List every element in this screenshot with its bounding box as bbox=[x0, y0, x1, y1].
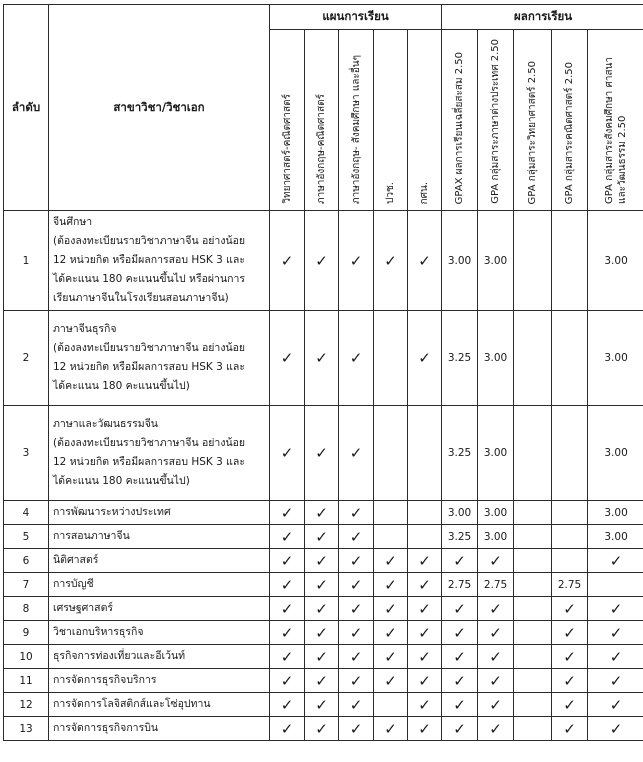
check-icon: ✓ bbox=[315, 527, 328, 546]
row-number: 9 bbox=[4, 621, 49, 645]
result-check-cell: ✓ bbox=[442, 717, 478, 741]
check-icon: ✓ bbox=[349, 527, 363, 546]
result-gpa-cell bbox=[514, 311, 552, 406]
plan-cell bbox=[408, 717, 442, 741]
header-major: สาขาวิชา/วิชาเอก bbox=[49, 5, 270, 211]
header-result-label: GPA กลุ่มสาระคณิตศาสตร์ 2.50 bbox=[564, 61, 576, 204]
header-plan-eng-social bbox=[339, 30, 374, 211]
header-plan-nfe bbox=[408, 30, 442, 211]
plan-cell bbox=[270, 645, 305, 669]
criteria-table bbox=[3, 4, 643, 741]
table-row bbox=[4, 717, 643, 741]
admission-criteria-document bbox=[3, 4, 643, 741]
check-icon: ✓ bbox=[280, 503, 294, 522]
plan-cell bbox=[374, 211, 408, 311]
result-gpa-cell: 3.00 bbox=[588, 525, 643, 549]
result-check-cell: ✓ bbox=[588, 597, 643, 621]
result-check-cell: ✓ bbox=[478, 717, 514, 741]
result-check-cell: ✓ bbox=[478, 549, 514, 573]
result-check-cell: ✓ bbox=[552, 645, 588, 669]
result-gpa-cell: 3.00 bbox=[442, 501, 478, 525]
major-name: ภาษาและวัฒนธรรมจีน (ต้องลงทะเบียนรายวิชาภาษาจีน อย่างน้อย 12 หน่วยกิต หรือมีผลการสอบ HSK 3 และ ได้คะแนน 180 คะแนนขึ้นไป) bbox=[49, 406, 270, 501]
table-row bbox=[4, 669, 643, 693]
plan-cell bbox=[305, 211, 339, 311]
row-number: 3 bbox=[4, 406, 49, 501]
check-icon: ✓ bbox=[418, 251, 431, 270]
plan-cell bbox=[408, 549, 442, 573]
major-name: การพัฒนาระหว่างประเทศ bbox=[49, 501, 270, 525]
plan-cell bbox=[374, 645, 408, 669]
plan-cell bbox=[339, 717, 374, 741]
table-row bbox=[4, 549, 643, 573]
table-row bbox=[4, 693, 643, 717]
result-check-cell: ✓ bbox=[442, 597, 478, 621]
check-icon: ✓ bbox=[280, 349, 294, 367]
result-gpa-cell bbox=[514, 211, 552, 311]
check-icon: ✓ bbox=[315, 349, 328, 367]
table-row bbox=[4, 573, 643, 597]
check-icon: ✓ bbox=[418, 671, 431, 690]
result-gpa-cell: 3.00 bbox=[588, 406, 643, 501]
result-check-cell: ✓ bbox=[588, 669, 643, 693]
result-check-cell: ✓ bbox=[588, 621, 643, 645]
table-row bbox=[4, 597, 643, 621]
check-icon: ✓ bbox=[315, 671, 328, 690]
major-name: เศรษฐศาสตร์ bbox=[49, 597, 270, 621]
row-number: 11 bbox=[4, 669, 49, 693]
result-gpa-cell bbox=[514, 645, 552, 669]
plan-cell bbox=[270, 597, 305, 621]
result-gpa-cell bbox=[514, 406, 552, 501]
check-icon: ✓ bbox=[315, 251, 328, 270]
result-check-cell: ✓ bbox=[552, 717, 588, 741]
check-icon: ✓ bbox=[280, 575, 294, 594]
result-gpa-cell bbox=[514, 549, 552, 573]
table-row bbox=[4, 621, 643, 645]
check-icon: ✓ bbox=[384, 647, 397, 666]
check-icon: ✓ bbox=[280, 719, 294, 738]
result-check-cell: ✓ bbox=[552, 669, 588, 693]
check-icon: ✓ bbox=[315, 647, 328, 666]
plan-cell bbox=[408, 311, 442, 406]
header-result-gpax bbox=[442, 30, 478, 211]
plan-cell bbox=[270, 669, 305, 693]
check-icon: ✓ bbox=[280, 671, 294, 690]
plan-cell bbox=[374, 501, 408, 525]
check-icon: ✓ bbox=[280, 444, 294, 462]
result-gpa-cell bbox=[552, 549, 588, 573]
major-name: วิชาเอกบริหารธุรกิจ bbox=[49, 621, 270, 645]
plan-cell bbox=[270, 621, 305, 645]
plan-cell bbox=[374, 717, 408, 741]
row-number: 2 bbox=[4, 311, 49, 406]
plan-cell bbox=[339, 693, 374, 717]
header-no: ลำดับ bbox=[4, 5, 49, 211]
plan-cell bbox=[270, 549, 305, 573]
result-gpa-cell bbox=[514, 573, 552, 597]
check-icon: ✓ bbox=[280, 623, 294, 642]
plan-cell bbox=[374, 525, 408, 549]
result-check-cell: ✓ bbox=[552, 621, 588, 645]
plan-cell bbox=[305, 597, 339, 621]
check-icon: ✓ bbox=[280, 251, 294, 270]
check-icon: ✓ bbox=[349, 575, 363, 594]
result-gpa-cell bbox=[514, 597, 552, 621]
result-gpa-cell bbox=[552, 211, 588, 311]
check-icon: ✓ bbox=[280, 695, 294, 714]
check-icon: ✓ bbox=[349, 503, 363, 522]
check-icon: ✓ bbox=[349, 623, 363, 642]
result-gpa-cell: 2.75 bbox=[478, 573, 514, 597]
result-gpa-cell bbox=[552, 311, 588, 406]
row-number: 8 bbox=[4, 597, 49, 621]
check-icon: ✓ bbox=[418, 695, 431, 714]
check-icon: ✓ bbox=[280, 599, 294, 618]
plan-cell bbox=[408, 693, 442, 717]
plan-cell bbox=[305, 525, 339, 549]
plan-cell bbox=[270, 211, 305, 311]
plan-cell bbox=[408, 621, 442, 645]
header-result-label: GPA กลุ่มสาระสังคมศึกษา ศาสนา และวัฒนธรรม 2.50 bbox=[604, 57, 629, 204]
plan-cell bbox=[339, 406, 374, 501]
plan-cell bbox=[339, 549, 374, 573]
result-check-cell: ✓ bbox=[478, 693, 514, 717]
plan-cell bbox=[408, 525, 442, 549]
check-icon: ✓ bbox=[349, 349, 363, 367]
plan-cell bbox=[408, 669, 442, 693]
check-icon: ✓ bbox=[349, 551, 363, 570]
row-number: 1 bbox=[4, 211, 49, 311]
header-result-math bbox=[552, 30, 588, 211]
result-gpa-cell bbox=[514, 525, 552, 549]
result-gpa-cell: 3.00 bbox=[478, 525, 514, 549]
check-icon: ✓ bbox=[315, 444, 328, 462]
check-icon: ✓ bbox=[349, 719, 363, 738]
plan-cell bbox=[270, 693, 305, 717]
check-icon: ✓ bbox=[384, 575, 397, 594]
result-gpa-cell bbox=[552, 525, 588, 549]
plan-cell bbox=[374, 311, 408, 406]
result-gpa-cell bbox=[514, 717, 552, 741]
header-plan-sci-math bbox=[270, 30, 305, 211]
result-gpa-cell: 3.00 bbox=[478, 501, 514, 525]
check-icon: ✓ bbox=[418, 599, 431, 618]
header-plan-label: ปวช. bbox=[385, 182, 396, 204]
plan-cell bbox=[305, 549, 339, 573]
result-gpa-cell bbox=[514, 693, 552, 717]
header-plan-label: กศน. bbox=[419, 181, 431, 204]
plan-cell bbox=[408, 211, 442, 311]
plan-cell bbox=[305, 311, 339, 406]
check-icon: ✓ bbox=[280, 527, 294, 546]
result-gpa-cell bbox=[514, 621, 552, 645]
result-check-cell: ✓ bbox=[552, 597, 588, 621]
result-check-cell: ✓ bbox=[478, 645, 514, 669]
table-row bbox=[4, 311, 643, 406]
result-gpa-cell: 2.75 bbox=[552, 573, 588, 597]
plan-cell bbox=[339, 645, 374, 669]
plan-cell bbox=[305, 693, 339, 717]
plan-cell bbox=[374, 406, 408, 501]
check-icon: ✓ bbox=[349, 695, 363, 714]
result-check-cell: ✓ bbox=[442, 645, 478, 669]
plan-cell bbox=[339, 311, 374, 406]
check-icon: ✓ bbox=[384, 251, 397, 270]
check-icon: ✓ bbox=[315, 599, 328, 618]
plan-cell bbox=[305, 645, 339, 669]
row-number: 13 bbox=[4, 717, 49, 741]
major-name: ภาษาจีนธุรกิจ (ต้องลงทะเบียนรายวิชาภาษาจีน อย่างน้อย 12 หน่วยกิต หรือมีผลการสอบ HSK 3 และ ได้คะแนน 180 คะแนนขึ้นไป) bbox=[49, 311, 270, 406]
criteria-table-body bbox=[4, 211, 643, 741]
check-icon: ✓ bbox=[418, 551, 431, 570]
plan-cell bbox=[339, 211, 374, 311]
result-check-cell: ✓ bbox=[588, 645, 643, 669]
table-row bbox=[4, 211, 643, 311]
check-icon: ✓ bbox=[349, 444, 363, 462]
check-icon: ✓ bbox=[280, 647, 294, 666]
plan-cell bbox=[374, 573, 408, 597]
plan-cell bbox=[408, 597, 442, 621]
plan-cell bbox=[339, 573, 374, 597]
check-icon: ✓ bbox=[315, 623, 328, 642]
plan-cell bbox=[408, 573, 442, 597]
check-icon: ✓ bbox=[349, 647, 363, 666]
plan-cell bbox=[270, 501, 305, 525]
result-check-cell: ✓ bbox=[478, 597, 514, 621]
plan-cell bbox=[270, 573, 305, 597]
check-icon: ✓ bbox=[384, 719, 397, 738]
check-icon: ✓ bbox=[418, 647, 431, 666]
plan-cell bbox=[305, 717, 339, 741]
check-icon: ✓ bbox=[349, 251, 363, 270]
major-name: จีนศึกษา (ต้องลงทะเบียนรายวิชาภาษาจีน อย่างน้อย 12 หน่วยกิต หรือมีผลการสอบ HSK 3 และ ได้คะแนน 180 คะแนนขึ้นไป หรือผ่านการ เรียนภาษาจีนในโรงเรียนสอนภาษาจีน) bbox=[49, 211, 270, 311]
result-gpa-cell bbox=[514, 669, 552, 693]
plan-cell bbox=[270, 406, 305, 501]
major-name: ธุรกิจการท่องเที่ยวและอีเว้นท์ bbox=[49, 645, 270, 669]
check-icon: ✓ bbox=[315, 503, 328, 522]
result-gpa-cell bbox=[514, 501, 552, 525]
plan-cell bbox=[408, 645, 442, 669]
result-check-cell: ✓ bbox=[442, 549, 478, 573]
plan-cell bbox=[305, 406, 339, 501]
row-number: 5 bbox=[4, 525, 49, 549]
result-gpa-cell: 3.00 bbox=[588, 211, 643, 311]
result-gpa-cell bbox=[588, 573, 643, 597]
row-number: 10 bbox=[4, 645, 49, 669]
plan-cell bbox=[270, 525, 305, 549]
result-check-cell: ✓ bbox=[588, 717, 643, 741]
check-icon: ✓ bbox=[418, 623, 431, 642]
plan-cell bbox=[270, 311, 305, 406]
header-study-plan: แผนการเรียน bbox=[270, 5, 442, 30]
header-result-label: GPAX ผลการเรียนเฉลี่ยสะสม 2.50 bbox=[454, 51, 466, 204]
check-icon: ✓ bbox=[384, 599, 397, 618]
major-name: การจัดการโลจิสติกส์และโซ่อุปทาน bbox=[49, 693, 270, 717]
result-gpa-cell: 3.25 bbox=[442, 311, 478, 406]
result-gpa-cell: 3.00 bbox=[478, 406, 514, 501]
result-check-cell: ✓ bbox=[478, 621, 514, 645]
result-gpa-cell: 3.00 bbox=[478, 311, 514, 406]
result-gpa-cell: 3.25 bbox=[442, 525, 478, 549]
row-number: 12 bbox=[4, 693, 49, 717]
check-icon: ✓ bbox=[384, 623, 397, 642]
plan-cell bbox=[305, 621, 339, 645]
check-icon: ✓ bbox=[418, 719, 431, 738]
plan-cell bbox=[339, 621, 374, 645]
plan-cell bbox=[374, 597, 408, 621]
header-result-science bbox=[514, 30, 552, 211]
check-icon: ✓ bbox=[384, 671, 397, 690]
plan-cell bbox=[374, 549, 408, 573]
header-plan-label: วิทยาศาสตร์-คณิตศาสตร์ bbox=[281, 94, 293, 204]
plan-cell bbox=[305, 573, 339, 597]
plan-cell bbox=[339, 669, 374, 693]
check-icon: ✓ bbox=[315, 551, 328, 570]
plan-cell bbox=[374, 621, 408, 645]
check-icon: ✓ bbox=[315, 575, 328, 594]
plan-cell bbox=[305, 501, 339, 525]
result-gpa-cell bbox=[552, 501, 588, 525]
result-gpa-cell: 3.00 bbox=[588, 311, 643, 406]
header-plan-label: ภาษาอังกฤษ-คณิตศาสตร์ bbox=[316, 93, 327, 204]
result-gpa-cell: 3.00 bbox=[442, 211, 478, 311]
check-icon: ✓ bbox=[418, 349, 431, 367]
plan-cell bbox=[408, 406, 442, 501]
result-check-cell: ✓ bbox=[442, 669, 478, 693]
header-result-label: GPA กลุ่มสาระวิทยาศาสตร์ 2.50 bbox=[527, 60, 539, 204]
table-row bbox=[4, 406, 643, 501]
header-academic-result: ผลการเรียน bbox=[442, 5, 643, 30]
result-check-cell: ✓ bbox=[442, 693, 478, 717]
check-icon: ✓ bbox=[349, 671, 363, 690]
header-plan-vocational bbox=[374, 30, 408, 211]
plan-cell bbox=[270, 717, 305, 741]
major-name: การสอนภาษาจีน bbox=[49, 525, 270, 549]
header-result-foreign-lang bbox=[478, 30, 514, 211]
result-check-cell: ✓ bbox=[442, 621, 478, 645]
check-icon: ✓ bbox=[418, 575, 431, 594]
major-name: การบัญชี bbox=[49, 573, 270, 597]
result-check-cell: ✓ bbox=[478, 669, 514, 693]
plan-cell bbox=[339, 501, 374, 525]
check-icon: ✓ bbox=[315, 695, 328, 714]
result-gpa-cell bbox=[552, 406, 588, 501]
result-check-cell: ✓ bbox=[552, 693, 588, 717]
header-result-label: GPA กลุ่มสาระภาษาต่างประเทศ 2.50 bbox=[490, 39, 502, 204]
check-icon: ✓ bbox=[349, 599, 363, 618]
plan-cell bbox=[339, 597, 374, 621]
result-check-cell: ✓ bbox=[588, 549, 643, 573]
table-row bbox=[4, 501, 643, 525]
result-gpa-cell: 2.75 bbox=[442, 573, 478, 597]
check-icon: ✓ bbox=[280, 551, 294, 570]
plan-cell bbox=[305, 669, 339, 693]
major-name: นิติศาสตร์ bbox=[49, 549, 270, 573]
header-result-social bbox=[588, 30, 643, 211]
plan-cell bbox=[374, 669, 408, 693]
check-icon: ✓ bbox=[384, 551, 397, 570]
plan-cell bbox=[374, 693, 408, 717]
result-gpa-cell: 3.25 bbox=[442, 406, 478, 501]
row-number: 4 bbox=[4, 501, 49, 525]
row-number: 7 bbox=[4, 573, 49, 597]
table-row bbox=[4, 645, 643, 669]
result-gpa-cell: 3.00 bbox=[478, 211, 514, 311]
row-number: 6 bbox=[4, 549, 49, 573]
result-gpa-cell: 3.00 bbox=[588, 501, 643, 525]
table-row bbox=[4, 525, 643, 549]
plan-cell bbox=[339, 525, 374, 549]
major-name: การจัดการธุรกิจการบิน bbox=[49, 717, 270, 741]
result-check-cell: ✓ bbox=[588, 693, 643, 717]
header-plan-eng-math bbox=[305, 30, 339, 211]
plan-cell bbox=[408, 501, 442, 525]
header-plan-label: ภาษาอังกฤษ- สังคมศึกษา และอื่นๆ bbox=[350, 54, 362, 204]
check-icon: ✓ bbox=[315, 719, 328, 738]
major-name: การจัดการธุรกิจบริการ bbox=[49, 669, 270, 693]
